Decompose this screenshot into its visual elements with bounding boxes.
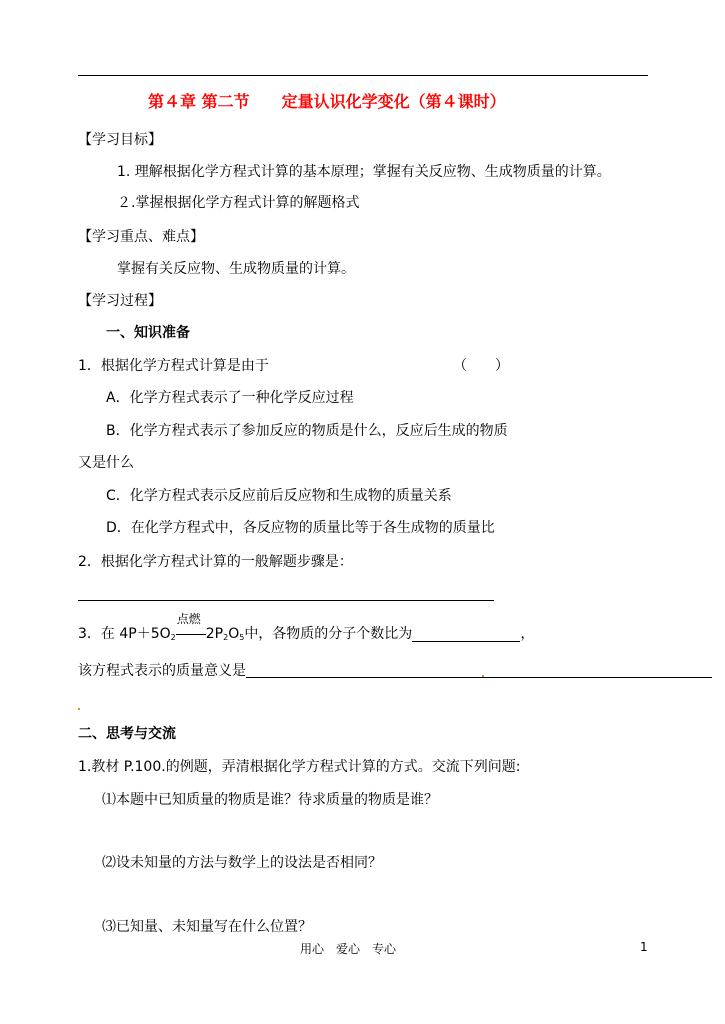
reaction-line [176, 634, 206, 635]
page-title: 第４章 第二节 定量认识化学变化（第４课时） [148, 92, 506, 111]
q3-ratio-blank[interactable] [412, 627, 520, 642]
q3-line-2 [78, 663, 712, 678]
top-rule [78, 75, 648, 76]
s2-sub-question-1: ⑴本题中已知质量的物质是谁？待求质量的物质是谁？ [102, 792, 438, 808]
section-2-heading: 二、思考与交流 [78, 726, 176, 742]
reaction-arrow [176, 612, 206, 641]
q3-line-2-label: 该方程式表示的质量意义是 [78, 663, 246, 679]
s2-sub-question-2: ⑵设未知量的方法与数学上的设法是否相同？ [102, 855, 382, 871]
reaction-condition: 点燃 [176, 612, 201, 626]
q3-line-1 [78, 612, 535, 642]
q1-option-a: A．化学方程式表示了一种化学反应过程 [106, 390, 354, 406]
q3-p-subscript: 2 [223, 633, 229, 642]
q3-comma: ， [520, 626, 535, 642]
page-number: 1 [640, 940, 648, 954]
q3-o-subscript: 2 [170, 633, 176, 642]
q1-option-b-cont: 又是什么 [78, 455, 134, 471]
goal-item-2: ２.掌握根据化学方程式计算的解题格式 [117, 195, 360, 211]
q3-product-pre: 2P [205, 626, 224, 642]
q1-stem: 1．根据化学方程式计算是由于 [78, 358, 269, 374]
stray-dot [482, 675, 484, 677]
s2-q1-stem: 1.教材 P.100.的例题，弄清根据化学方程式计算的方式。交流下列问题: [78, 759, 521, 775]
q3-suffix: 中，各物质的分子个数比为 [244, 626, 413, 642]
q3-product-mid: O [228, 626, 240, 642]
goals-header: 【学习目标】 [78, 132, 162, 148]
stray-dot [78, 708, 80, 710]
q1-answer-paren: （ ） [453, 358, 509, 374]
q2-answer-line [78, 600, 494, 601]
q2-stem: 2．根据化学方程式计算的一般解题步骤是： [78, 554, 353, 570]
section-1-heading: 一、知识准备 [106, 325, 190, 341]
q3-meaning-blank[interactable] [246, 663, 712, 678]
footer-text: 用心 爱心 专心 [300, 942, 397, 956]
q1-option-d: D．在化学方程式中，各反应物的质量比等于各生成物的质量比 [106, 520, 495, 536]
q3-o5-subscript: 5 [239, 633, 245, 642]
key-points-text: 掌握有关反应物、生成物质量的计算。 [117, 261, 355, 277]
q3-prefix: 3．在 4P＋5O [78, 626, 171, 642]
key-points-header: 【学习重点、难点】 [78, 229, 204, 245]
q1-option-c: C．化学方程式表示反应前后反应物和生成物的质量关系 [106, 488, 452, 504]
goal-item-1: 1. 理解根据化学方程式计算的基本原理；掌握有关反应物、生成物质量的计算。 [117, 164, 611, 180]
process-header: 【学习过程】 [78, 293, 162, 309]
s2-sub-question-3: ⑶已知量、未知量写在什么位置？ [102, 919, 312, 935]
q1-option-b: B．化学方程式表示了参加反应的物质是什么，反应后生成的物质 [106, 423, 508, 439]
